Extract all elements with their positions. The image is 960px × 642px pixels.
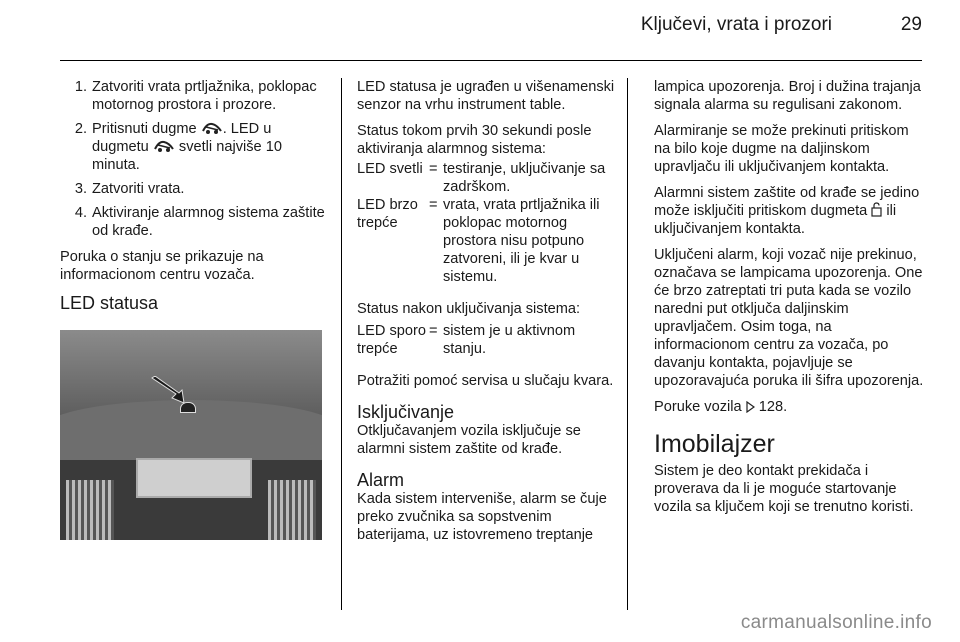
paragraph: Alarmni sistem zaštite od krađe se jedino može isključiti pritiskom dugmeta ili uključivanjem kontakta. [654, 185, 920, 237]
dashboard-led-figure [60, 330, 322, 540]
list-item: 4. Aktiviranje alarmnog sistema zaštite od krađe. [74, 205, 325, 239]
page-number: 29 [900, 14, 922, 35]
paragraph: Kada sistem interveniše, alarm se čuje preko zvučnika sa sopstvenim baterijama, uz istovremeno treptanje [357, 491, 607, 543]
pointer-arrow-icon [150, 376, 190, 406]
header-rule [60, 60, 922, 61]
table-row: LED sporo trepće = sistem je u aktivnom stanju. [357, 323, 576, 357]
paragraph: LED statusa je ugrađen u višenamenski senzor na vrhu instrument table. [357, 79, 615, 113]
page-header-title: Ključevi, vrata i prozori [640, 14, 832, 35]
section-heading-alarm: Alarm [357, 470, 405, 490]
column-divider-1 [341, 78, 342, 610]
column-1 [60, 78, 328, 540]
paragraph: Potražiti pomoć servisa u slučaju kvara. [357, 373, 614, 389]
anti-theft-alarm-icon [153, 139, 175, 153]
paragraph: Poruke vozila 128. [654, 399, 788, 415]
table-row: LED svetli = testiranje, uključivanje sa zadrškom. [357, 161, 606, 195]
status-message-paragraph: Poruka o stanju se prikazuje na informacionom centru vozača. [60, 249, 264, 283]
column-2 [357, 78, 619, 552]
led-status-table-active [357, 322, 619, 358]
table-row: LED brzo trepće = vrata, vrata prtljažnika ili poklopac motornog prostora nisu potpuno zatvoreni, ili je kvar u sistemu. [357, 197, 600, 285]
column-3 [654, 78, 924, 524]
section-heading-immobilizer: Imobilajzer [654, 430, 775, 458]
page-reference-arrow-icon [746, 401, 755, 413]
paragraph: Status nakon uključivanja sistema: [357, 301, 581, 317]
section-heading-led-status: LED statusa [60, 293, 159, 313]
left-air-vent [66, 480, 114, 540]
list-item: 2. Pritisnuti dugme . LED u dugmetu svetli najviše 10 minuta. [74, 121, 282, 173]
right-air-vent [268, 480, 316, 540]
paragraph: Uključeni alarm, koji vozač nije prekinuo, označava se lampicama upozorenja. One će brzo zatreptati tri puta kada se vozilo naredni put otključa daljinskim upravljačem. Osim toga, na informacionom centru za vozača, po davanju kontakta, pojavljuje se upozoravajuća poruka ili šifra upozorenja. [654, 247, 924, 389]
arming-steps-list [60, 78, 328, 240]
paragraph: Otključavanjem vozila isključuje se alarmni sistem zaštite od krađe. [357, 423, 581, 457]
unlock-padlock-icon [871, 202, 882, 217]
paragraph: Alarmiranje se može prekinuti pritiskom na bilo koje dugme na daljinskom upravljaču ili uključivanjem kontakta. [654, 123, 909, 175]
section-heading-deactivation: Isključivanje [357, 402, 455, 422]
paragraph: Status tokom prvih 30 sekundi posle aktiviranja alarmnog sistema: [357, 123, 592, 157]
info-display [136, 458, 252, 498]
led-status-table-initial [357, 160, 619, 286]
list-item: 1. Zatvoriti vrata prtljažnika, poklopac motornog prostora i prozore. [74, 79, 317, 113]
column-divider-2 [627, 78, 628, 610]
anti-theft-alarm-icon [201, 121, 223, 135]
paragraph: Sistem je deo kontakt prekidača i proverava da li je moguće startovanje vozila sa ključem koji se trenutno koristi. [654, 463, 914, 515]
list-item: 3. Zatvoriti vrata. [74, 181, 185, 197]
watermark: carmanualsonline.info [740, 612, 932, 633]
paragraph: lampica upozorenja. Broj i dužina trajanja signala alarma su regulisani zakonom. [654, 79, 921, 113]
